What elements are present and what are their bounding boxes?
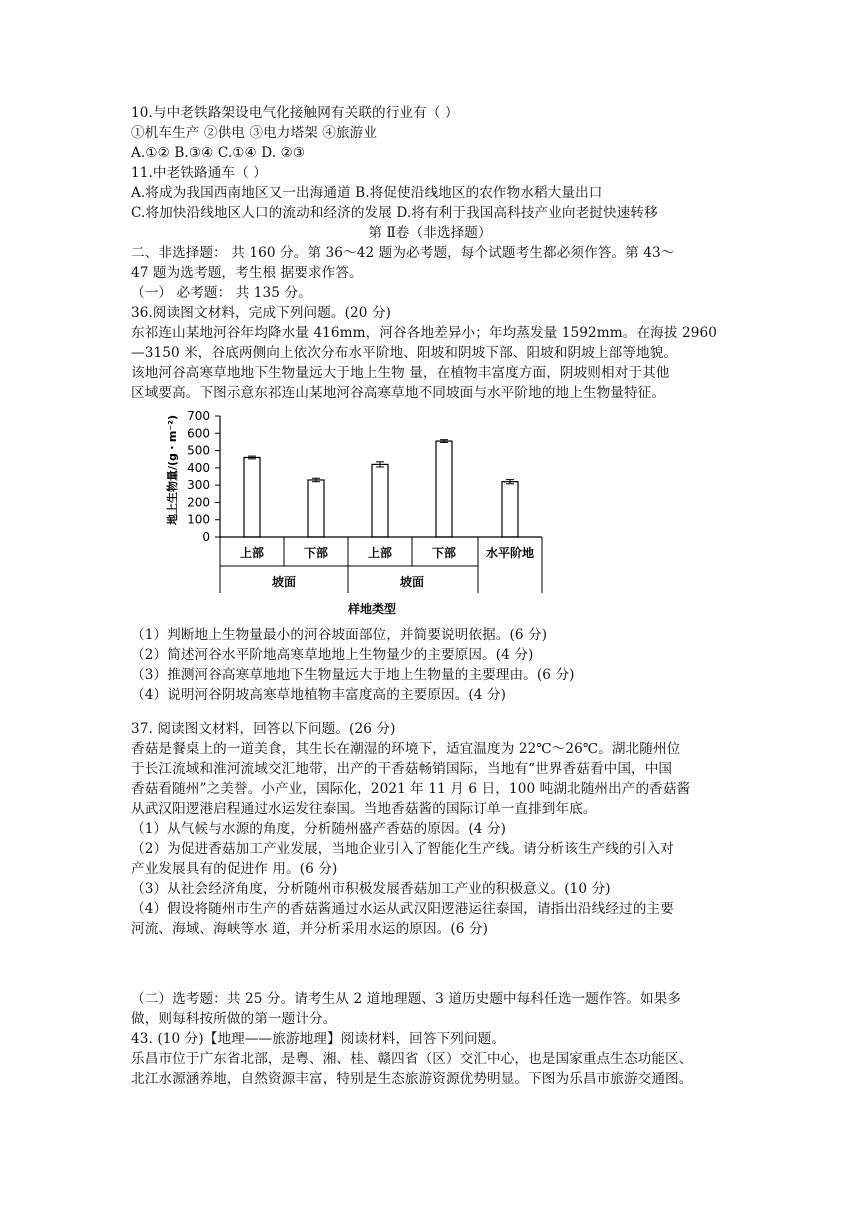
q37-text-line: 于长江流域和淮河流域交汇地带，出产的干香菇畅销国际，当地有“世界香菇看中国，中国 <box>131 761 673 777</box>
y-tick-label: 700 <box>187 409 210 423</box>
q37-sub-question: 产业发展具有的促进作 用。(6 分) <box>131 861 338 877</box>
y-tick-label: 200 <box>187 495 210 510</box>
elective-intro-line2: 做，则每科按所做的第一题计分。 <box>131 1011 337 1027</box>
bar <box>436 441 452 537</box>
bar <box>308 480 324 537</box>
y-tick-label: 100 <box>187 512 210 527</box>
q36-text-line: 区域要高。下图示意东祁连山某地河谷高寒草地不同坡面与水平阶地的地上生物量特征。 <box>131 385 666 401</box>
y-tick-label: 500 <box>187 443 210 458</box>
q37-text-line: 香菇是餐桌上的一道美食，其生长在潮湿的环境下，适宜温度为 22℃～26℃。湖北随州位 <box>131 741 681 757</box>
group-label: 坡面 <box>271 575 297 589</box>
y-axis-label: 地上生物量/(g・m⁻²) <box>166 414 179 526</box>
category-table <box>220 537 542 593</box>
q11-options-ab: A.将成为我国西南地区又一出海通道 B.将促使沿线地区的农作物水稻大量出口 <box>131 185 603 201</box>
q36-sub-question: （3）推测河谷高寒草地地下生物量远大于地上生物量的主要理由。(6 分) <box>131 667 575 683</box>
part2-intro-line1: 二、非选择题： 共 160 分。第 36～42 题为必考题，每个试题考生都必须作答。第 43～ <box>131 245 675 261</box>
elective-intro-line1: （二）选考题：共 25 分。请考生从 2 道地理题、3 道历史题中每科任选一题作答。如果多 <box>131 991 682 1007</box>
q43-text-line: 北江水源涵养地，自然资源丰富，特别是生态旅游资源优势明显。下图为乐昌市旅游交通图。 <box>131 1071 693 1087</box>
q36-sub-question: （4）说明河谷阴坡高寒草地植物丰富度高的主要原因。(4 分) <box>131 687 507 703</box>
y-axis <box>187 409 220 544</box>
volume-title: 第 Ⅱ卷（非选择题） <box>368 225 492 241</box>
q37-sub-question: 河流、海域、海峡等水 道，并分析采用水运的原因。(6 分) <box>131 921 489 937</box>
q36-text-line: 该地河谷高寒草地地下生物量远大于地上生物 量，在植物丰富度方面，阴坡则相对于其他 <box>131 365 670 381</box>
biomass-bar-chart <box>150 404 560 624</box>
category-label: 下部 <box>303 546 329 560</box>
q37-text-line: 从武汉阳逻港启程通过水运发往泰国。当地香菇酱的国际订单一直排到年底。 <box>131 801 597 817</box>
category-label: 上部 <box>239 546 265 560</box>
x-axis-label: 样地类型 <box>347 602 397 616</box>
q10-options: A.①② B.③④ C.①④ D. ②③ <box>131 145 306 161</box>
q36-text-line: —3150 米，谷底两侧向上依次分布水平阶地、阳坡和阴坡下部、阳坡和阴坡上部等地貌。 <box>131 345 678 361</box>
category-label: 下部 <box>431 546 457 560</box>
bar <box>502 482 518 537</box>
y-tick-label: 600 <box>187 426 210 441</box>
q11-stem: 11.中老铁路通车（ ） <box>131 165 267 181</box>
q36-sub-question: （1）判断地上生物量最小的河谷坡面部位，并简要说明依据。(6 分) <box>131 627 548 643</box>
required-section-title: （一） 必考题： 共 135 分。 <box>131 285 312 301</box>
q37-title: 37. 阅读图文材料，回答以下问题。(26 分) <box>131 721 396 737</box>
group-label: 坡面 <box>399 575 425 589</box>
q37-sub-question: （2）为促进香菇加工产业发展，当地企业引入了智能化生产线。请分析该生产线的引入对 <box>131 841 674 857</box>
bars <box>244 440 518 537</box>
q10-stem: 10.与中老铁路架设电气化接触网有关联的行业有（ ） <box>131 105 459 121</box>
y-tick-label: 300 <box>187 478 210 493</box>
q37-text-line: 香菇看随州”之美誉。小产业，国际化，2021 年 11 月 6 日，100 吨湖北随州出产的香菇酱 <box>131 781 691 797</box>
category-label: 水平阶地 <box>485 546 535 560</box>
y-tick-label: 400 <box>187 460 210 475</box>
q36-sub-question: （2）简述河谷水平阶地高寒草地地上生物量少的主要原因。(4 分) <box>131 647 534 663</box>
q36-text-line: 东祁连山某地河谷年均降水量 416mm，河谷各地差异小；年均蒸发量 1592mm。在海拔 2960 <box>131 325 717 341</box>
bar <box>372 464 388 537</box>
bar <box>244 457 260 537</box>
part2-intro-line2: 47 题为选考题，考生根 据要求作答。 <box>131 265 363 281</box>
y-tick-label: 0 <box>202 530 210 544</box>
q43-title: 43. (10 分)【地理——旅游地理】阅读材料，回答下列问题。 <box>131 1031 506 1047</box>
q10-items: ①机车生产 ②供电 ③电力塔架 ④旅游业 <box>131 125 378 141</box>
q37-sub-question: （3）从社会经济角度，分析随州市积极发展香菇加工产业的积极意义。(10 分) <box>131 881 611 897</box>
q43-text-line: 乐昌市位于广东省北部，是粤、湘、桂、赣四省（区）交汇中心，也是国家重点生态功能区、 <box>131 1051 693 1067</box>
q11-options-cd: C.将加快沿线地区人口的流动和经济的发展 D.将有利于我国高科技产业向老挝快速转移 <box>131 205 658 221</box>
q37-sub-question: （4）假设将随州市生产的香菇酱通过水运从武汉阳逻港运往泰国，请指出沿线经过的主要 <box>131 901 674 917</box>
q37-sub-question: （1）从气候与水源的角度，分析随州盛产香菇的原因。(4 分) <box>131 821 507 837</box>
category-label: 上部 <box>367 546 393 560</box>
q36-title: 36.阅读图文材料，完成下列问题。(20 分) <box>131 305 392 321</box>
